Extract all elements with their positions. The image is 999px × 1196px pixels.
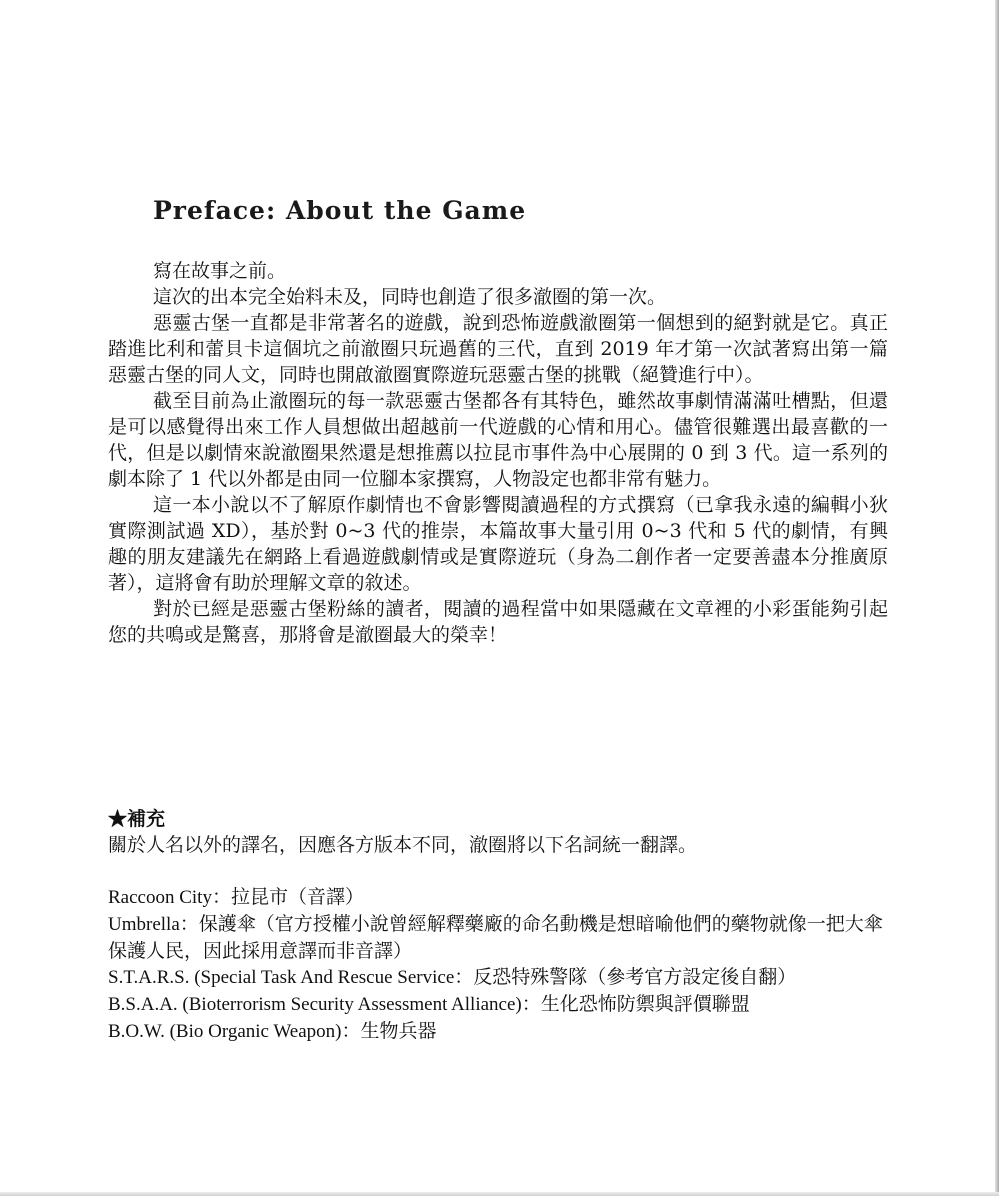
term-translation: ：保護傘（官方授權小說曾經解釋藥廠的命名動機是想暗喻他們的藥物就像一把大傘保護人民，因此採用意譯而非音譯）	[108, 913, 883, 962]
supplement-intro: 關於人名以外的譯名，因應各方版本不同，澈圈將以下名詞統一翻譯。	[108, 834, 698, 856]
term-label: S.T.A.R.S. (Special Task And Rescue Service	[108, 967, 455, 988]
term-entry	[108, 884, 893, 911]
preface-body	[108, 258, 888, 648]
term-entry	[108, 964, 893, 991]
term-entry	[108, 991, 893, 1018]
paragraph: 截至目前為止澈圈玩的每一款惡靈古堡都各有其特色，雖然故事劇情滿滿吐槽點，但還是可以感覺得出來工作人員想做出超越前一代遊戲的心情和用心。儘管很難選出最喜歡的一代，但是以劇情來說澈圈果然還是想推薦以拉昆市事件為中心展開的 0 到 3 代。這一系列的劇本除了 1 代以外都是由同一位腳本家撰寫，人物設定也都非常有魅力。	[108, 390, 888, 490]
term-translation: ：生化恐怖防禦與評價聯盟	[521, 993, 750, 1015]
paragraph: 惡靈古堡一直都是非常著名的遊戲，說到恐怖遊戲澈圈第一個想到的絕對就是它。真正踏進比利和蕾貝卡這個坑之前澈圈只玩過舊的三代，直到 2019 年才第一次試著寫出第一篇惡靈古堡的同人文，同時也開啟澈圈實際遊玩惡靈古堡的挑戰（絕贊進行中）。	[108, 312, 888, 386]
supplement-heading: ★補充	[108, 808, 166, 830]
paragraph: 對於已經是惡靈古堡粉絲的讀者，閱讀的過程當中如果隱藏在文章裡的小彩蛋能夠引起您的共鳴或是驚喜，那將會是澈圈最大的榮幸！	[108, 598, 888, 646]
term-label: B.S.A.A. (Bioterrorism Security Assessment Alliance)	[108, 994, 522, 1015]
paragraph: 寫在故事之前。	[153, 260, 287, 282]
term-translation: ：生物兵器	[341, 1020, 437, 1042]
term-label: B.O.W. (Bio Organic Weapon)	[108, 1021, 342, 1042]
term-translation: ：反恐特殊警隊（參考官方設定後自翻）	[454, 966, 797, 988]
paragraph: 這次的出本完全始料未及，同時也創造了很多澈圈的第一次。	[153, 286, 667, 308]
page-bottom-edge	[0, 1192, 999, 1196]
term-label: Raccoon City	[108, 887, 212, 908]
term-entry	[108, 1018, 893, 1045]
term-entry	[108, 911, 893, 964]
page-title: Preface: About the Game	[153, 196, 527, 225]
supplement-section	[108, 806, 893, 1045]
page-edge-shadow	[995, 0, 999, 1196]
paragraph: 這一本小說以不了解原作劇情也不會影響閱讀過程的方式撰寫（已拿我永遠的編輯小狄實際測試過 XD），基於對 0~3 代的推崇，本篇故事大量引用 0~3 代和 5 代的劇情，有興趣的朋友建議先在網路上看過遊戲劇情或是實際遊玩（身為二創作者一定要善盡本分推廣原著），這將會有助於理解文章的敘述。	[108, 494, 888, 594]
term-translation: ：拉昆市（音譯）	[211, 886, 364, 908]
term-label: Umbrella	[108, 914, 180, 935]
